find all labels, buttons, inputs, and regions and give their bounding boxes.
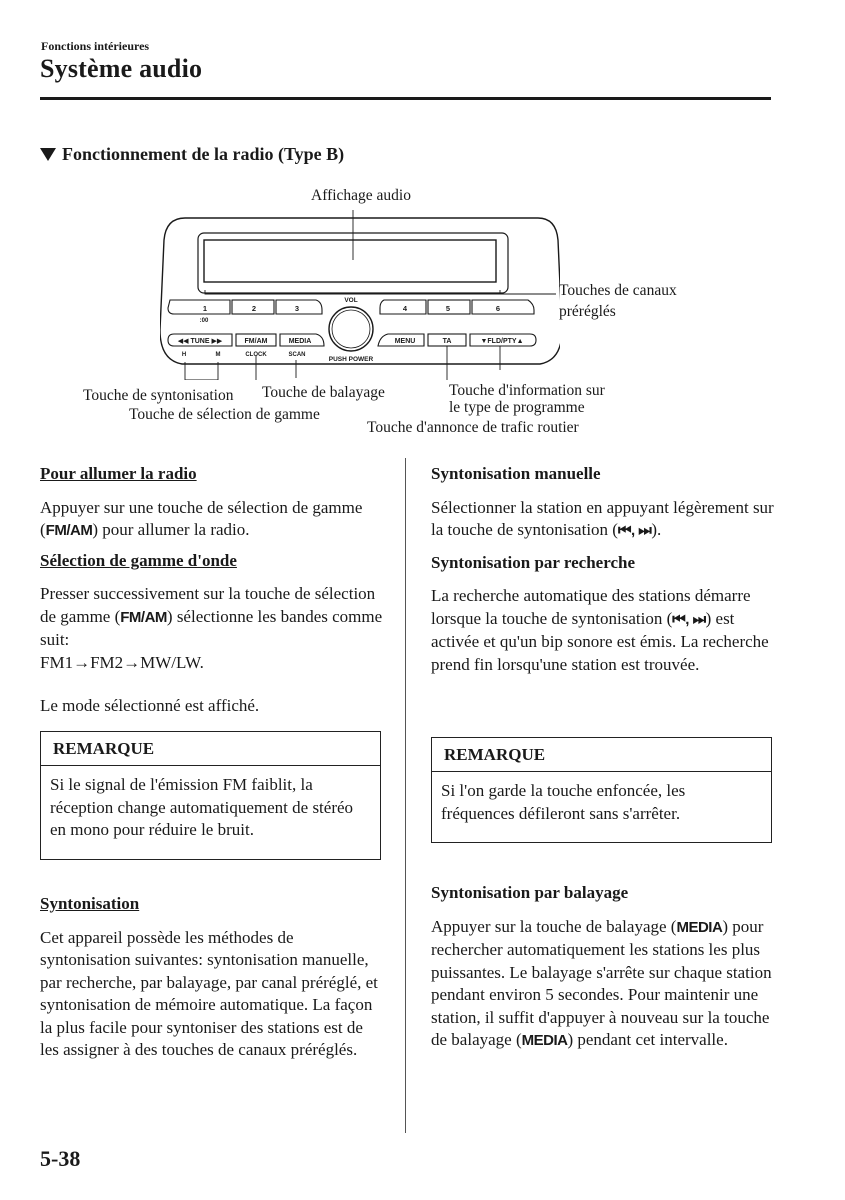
triangle-down-icon [40,148,56,161]
note-box-fm [40,731,381,860]
scan-tuning-text: Appuyer sur la touche de balayage (MEDIA) pour rechercher automatiquement les stations les plus puissantes. Le balayage s'arrête sur chaque station pendant environ 5 secondes. Pour maintenir une station, il suffit d'appuyer à nouveau sur la touche de balayage (MEDIA) pendant cet intervalle. [431,916,772,1049]
band-sequence: FM1→FM2→MW/LW. [40,652,204,672]
radio-unit-diagram [160,210,560,380]
fldpty-button: ▼FLD/PTY▲ [480,338,524,345]
ta-key-label: Touche d'annonce de trafic routier [367,419,579,436]
tuning-text: Cet appareil possède les méthodes de syntonisation suivantes: syntonisation manuelle, par recherche, par balayage, par canal préréglé, et syntonisation de mémoire automatique. La façon la plus facile pour syntoniser des stations est de les assigner à des touches de canaux préréglés. [40,927,378,1059]
scan-section [431,882,776,1053]
preset-5-button: 5 [445,304,451,313]
tuning-heading: Syntonisation [40,894,140,913]
vol-label: VOL [344,297,358,304]
fmam-key: FM/AM [120,608,167,626]
page-title: Système audio [40,54,203,83]
preset-label-line1: Touches de canaux [559,282,677,299]
power-on-heading: Pour allumer la radio [40,464,197,483]
title-divider [40,97,771,100]
seek-tuning-text: La recherche automatique des stations démarre lorsque la touche de syntonisation (⏮, ⏭) est activée et qu'un bip sonore est émis. La recherche prend fin lorsqu'une station est trouvée. [431,586,769,674]
band-select-heading: Sélection de gamme d'onde [40,550,237,570]
power-on-text: Appuyer sur une touche de sélection de gamme (FM/AM) pour allumer la radio. [40,497,363,539]
note-box-seek [431,737,772,843]
preset-2-button: 2 [251,304,257,313]
sub-heading-text: Fonctionnement de la radio (Type B) [62,144,345,164]
sub-heading [40,144,344,165]
scan-label: SCAN [288,352,306,358]
manual-tuning-heading: Syntonisation manuelle [431,464,601,483]
media-button: MEDIA [288,338,312,345]
fmam-button: FM/AM [244,338,268,345]
pty-key-label-line2: le type de programme [449,399,585,416]
band-key-label: Touche de sélection de gamme [129,406,320,423]
scan-tuning-heading: Syntonisation par balayage [431,883,629,902]
right-column [431,463,776,676]
seek-keys: ⏮, ⏭ [672,610,706,628]
tuning-section [40,893,385,1062]
preset-4-button: 4 [402,304,408,313]
preset-label-line2: préréglés [559,303,616,320]
clock-label: CLOCK [245,352,267,358]
band-select-text: Presser successivement sur la touche de sélection de gamme (FM/AM) sélectionne les bandes comme suit: [40,584,383,649]
display-label: Affichage audio [311,187,411,204]
mode-display-text: Le mode sélectionné est affiché. [40,696,260,715]
tune-button: ◀◀ TUNE ▶▶ [177,338,223,345]
m-label: M [215,352,221,358]
note-text: Si l'on garde la touche enfoncée, les fréquences défileront sans s'arrêter. [441,781,686,823]
h-label: H [181,352,187,358]
scan-key-label: Touche de balayage [262,384,385,401]
note-heading: REMARQUE [41,732,380,766]
menu-button: MENU [394,338,416,345]
manual-tuning-text: Sélectionner la station en appuyant légèrement sur la touche de syntonisation (⏮, ⏭). [431,497,774,539]
tune-key-label: Touche de syntonisation [83,387,234,404]
fmam-key: FM/AM [45,522,93,539]
pty-key-label-line1: Touche d'information sur [449,382,605,399]
seek-tuning-heading: Syntonisation par recherche [431,552,636,572]
media-key: MEDIA [521,1032,568,1049]
preset-3-button: 3 [294,304,300,313]
push-power-label: PUSH POWER [328,356,374,363]
seek-keys: ⏮, ⏭ [617,522,652,539]
page-number: 5-38 [40,1146,81,1171]
media-key: MEDIA [676,918,723,936]
column-divider [405,458,406,1133]
preset-1-button: 1 [202,304,208,313]
note-heading: REMARQUE [432,738,771,772]
preset-6-button: 6 [495,304,501,313]
note-text: Si le signal de l'émission FM faiblit, la réception change automatiquement de stéréo en mono pour réduire le bruit. [50,775,354,839]
ta-button: TA [442,338,452,345]
section-label: Fonctions intérieures [41,39,150,53]
left-column [40,463,385,718]
preset-1-sub: :00 [199,318,209,324]
